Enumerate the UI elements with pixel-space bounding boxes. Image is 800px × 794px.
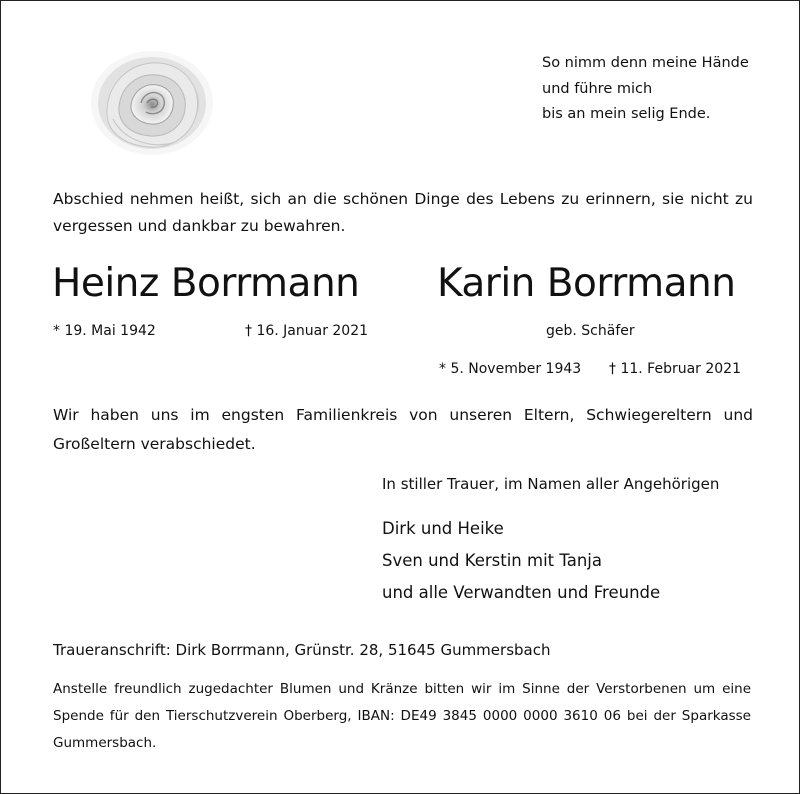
- farewell-text: Wir haben uns im engsten Familienkreis von unseren Eltern, Schwiegereltern und Großeltern verabschiedet.: [53, 406, 753, 453]
- birth-date-1: * 19. Mai 1942: [53, 323, 156, 339]
- family-member: Sven und Kerstin mit Tanja: [382, 551, 602, 570]
- family-member: Dirk und Heike: [382, 519, 504, 538]
- death-date-1: † 16. Januar 2021: [245, 323, 369, 339]
- mourning-address: Traueranschrift: Dirk Borrmann, Grünstr. 28, 51645 Gummersbach: [53, 641, 551, 659]
- poem-line: So nimm denn meine Hände: [542, 55, 749, 71]
- poem-line: bis an mein selig Ende.: [542, 106, 711, 122]
- family-list: [382, 513, 660, 609]
- rose-image: [89, 49, 215, 157]
- intro-text: Abschied nehmen heißt, sich an die schönen Dinge des Lebens zu erinnern, sie nicht zu vergessen und dankbar zu bewahren.: [53, 190, 753, 235]
- death-date-2: † 11. Februar 2021: [609, 361, 741, 377]
- birth-date-2: * 5. November 1943: [439, 361, 582, 377]
- family-member: und alle Verwandten und Freunde: [382, 583, 661, 602]
- donation-request: Anstelle freundlich zugedachter Blumen und Kränze bitten wir im Sinne der Verstorbenen um eine Spende für den Tierschutzverein Oberberg, IBAN: DE49 3845 0000 0000 3610 06 bei der Sparkasse Gummersbach.: [53, 681, 751, 751]
- deceased-name-2: Karin Borrmann: [437, 261, 736, 306]
- mourning-line: In stiller Trauer, im Namen aller Angehörigen: [382, 475, 720, 493]
- maiden-name: geb. Schäfer: [546, 323, 635, 339]
- deceased-name-1: Heinz Borrmann: [52, 261, 360, 306]
- poem-line: und führe mich: [542, 80, 653, 97]
- poem: [542, 51, 749, 128]
